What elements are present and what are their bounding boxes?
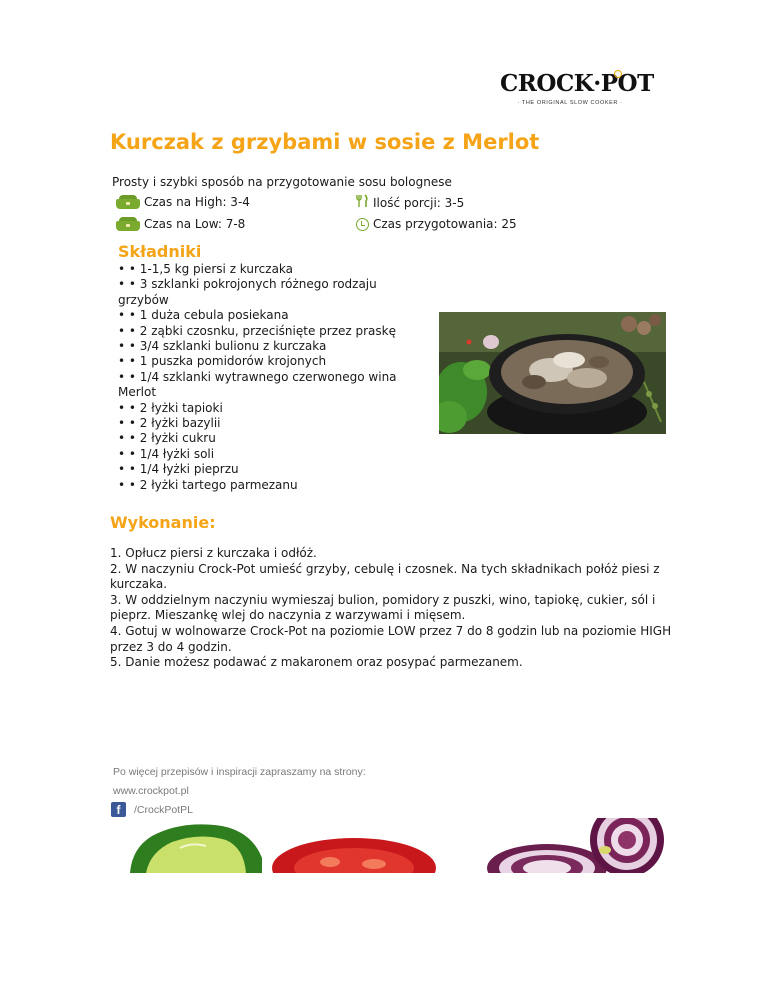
meta-portions	[355, 194, 464, 211]
meta-high-text: Czas na High: 3-4	[144, 195, 250, 209]
meta-high	[116, 195, 250, 209]
ingredient-item: • • 3 szklanki pokrojonych różnego rodzaju grzybów	[118, 277, 377, 307]
ingredient-item: • • 2 ząbki czosnku, przeciśnięte przez praskę	[118, 323, 396, 338]
ingredient-item: • • 1/4 szklanki wytrawnego czerwonego wina Merlot	[118, 369, 397, 400]
ingredients-list	[118, 262, 418, 493]
crock-pot-icon	[116, 217, 140, 231]
facebook-icon[interactable]: f	[111, 802, 126, 817]
steps-heading: Wykonanie:	[110, 513, 216, 532]
meta-prep	[356, 217, 517, 231]
step-item: 4. Gotuj w wolnowarze Crock-Pot na poziomie LOW przez 7 do 8 godzin lub na poziomie HIGH przez 3 do 4 godzin.	[110, 623, 672, 654]
logo-ring-decoration	[614, 70, 622, 78]
ingredient-item: • • 1/4 łyżki pieprzu	[118, 462, 239, 477]
crock-pot-icon	[116, 195, 140, 209]
ingredient-item: • • 2 łyżki tapioki	[118, 400, 223, 415]
crockpot-logo	[500, 70, 654, 112]
ingredients-heading: Składniki	[118, 242, 202, 261]
recipe-subtitle: Prosty i szybki sposób na przygotowanie sosu bolognese	[112, 175, 452, 189]
fork-knife-icon	[355, 194, 369, 211]
ingredient-item: • • 2 łyżki tartego parmezanu	[118, 477, 298, 492]
ingredient-item: • • 2 łyżki cukru	[118, 431, 216, 446]
ingredient-item: • • 1 puszka pomidorów krojonych	[118, 354, 327, 369]
recipe-title: Kurczak z grzybami w sosie z Merlot	[110, 130, 540, 154]
footer-website-link[interactable]: www.crockpot.pl	[113, 785, 189, 797]
meta-portions-text: Ilość porcji: 3-5	[373, 195, 465, 210]
clock-icon	[356, 218, 369, 231]
step-item: 3. W oddzielnym naczyniu wymieszaj bulion, pomidory z puszki, wino, tapiokę, cukier, sól i pieprz. Mieszankę wlej do naczynia z warzywami i mięsem.	[110, 592, 656, 623]
ingredient-item: • • 1/4 łyżki soli	[118, 446, 215, 461]
meta-low	[116, 217, 245, 231]
logo-wordmark: CROCK·POT	[500, 70, 654, 97]
footer-facebook-link[interactable]: /CrockPotPL	[134, 804, 193, 816]
logo-tagline: · THE ORIGINAL SLOW COOKER ·	[517, 100, 623, 106]
footer-invite: Po więcej przepisów i inspiracji zapraszamy na strony:	[113, 766, 366, 778]
dish-photo	[439, 312, 666, 434]
steps-list	[110, 546, 675, 671]
step-item: 2. W naczyniu Crock-Pot umieść grzyby, cebulę i czosnek. Na tych składnikach połóż piesi z kurczaka.	[110, 561, 660, 592]
meta-prep-text: Czas przygotowania: 25	[373, 217, 517, 231]
ingredient-item: • • 1 duża cebula posiekana	[118, 308, 289, 323]
ingredient-item: • • 1-1,5 kg piersi z kurczaka	[118, 262, 294, 276]
ingredient-item: • • 3/4 szklanki bulionu z kurczaka	[118, 339, 327, 354]
step-item: 1. Opłucz piersi z kurczaka i odłóż.	[110, 546, 317, 560]
ingredient-item: • • 2 łyżki bazylii	[118, 416, 221, 431]
vegetables-banner	[122, 818, 664, 873]
meta-low-text: Czas na Low: 7-8	[144, 217, 246, 231]
step-item: 5. Danie możesz podawać z makaronem oraz posypać parmezanem.	[110, 655, 523, 670]
